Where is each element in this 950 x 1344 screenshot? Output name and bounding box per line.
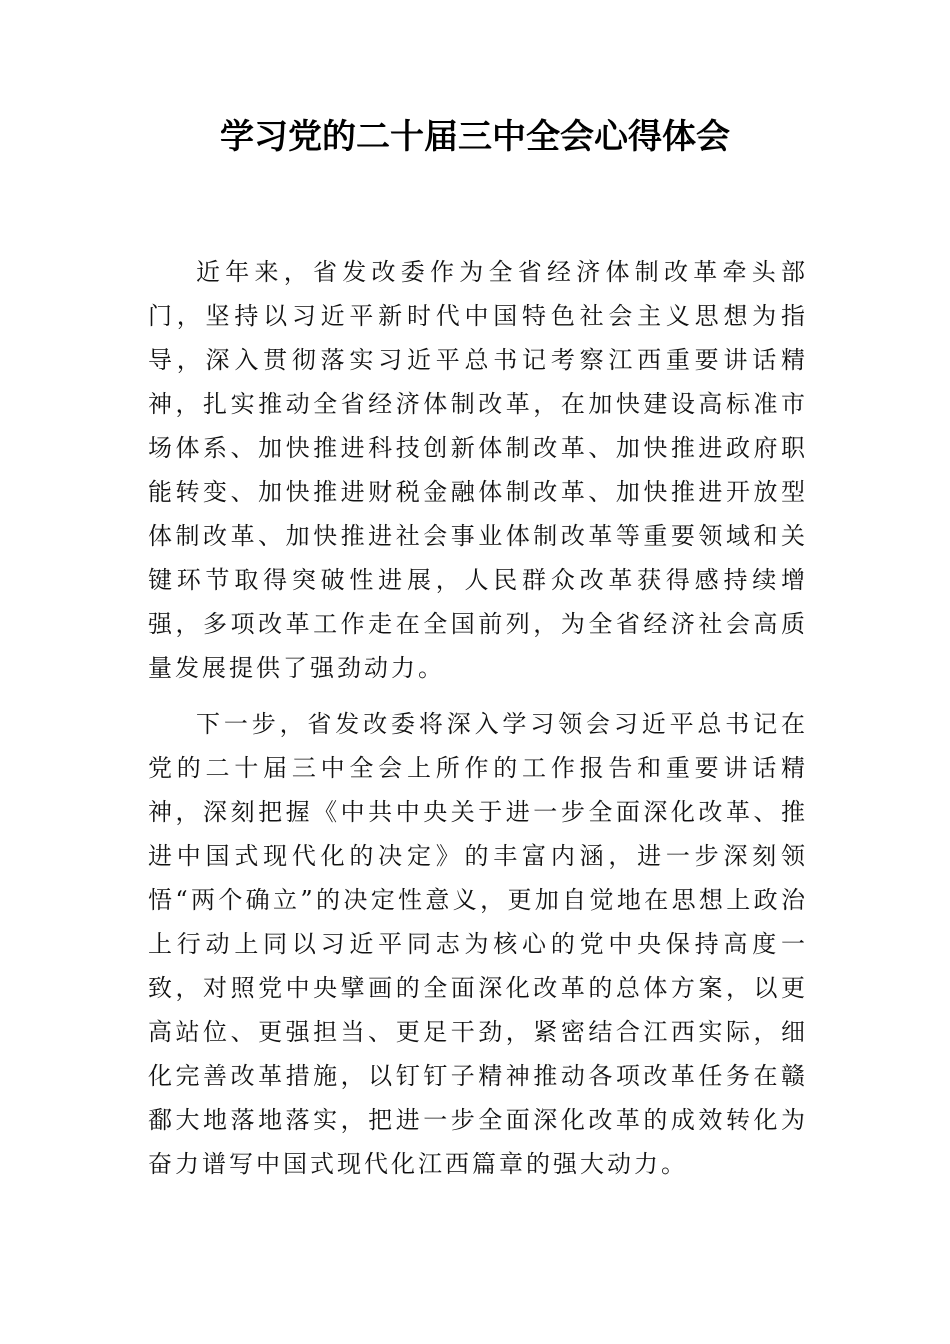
document-body [148, 250, 808, 1198]
document-title: 学习党的二十届三中全会心得体会 [220, 117, 730, 157]
paragraph-2: 下一步，省发改委将深入学习领会习近平总书记在党的二十届三中全会上所作的工作报告和重要讲话精神，深刻把握《中共中央关于进一步全面深化改革、推进中国式现代化的决定》的丰富内涵，进一步深刻领悟“两个确立”的决定性意义，更加自觉地在思想上政治上行动上同以习近平同志为核心的党中央保持高度一致，对照党中央擘画的全面深化改革的总体方案，以更高站位、更强担当、更足干劲，紧密结合江西实际，细化完善改革措施，以钉钉子精神推动各项改革任务在赣鄱大地落地落实，把进一步全面深化改革的成效转化为奋力谱写中国式现代化江西篇章的强大动力。 [148, 710, 808, 1178]
paragraph-1: 近年来，省发改委作为全省经济体制改革牵头部门，坚持以习近平新时代中国特色社会主义思想为指导，深入贯彻落实习近平总书记考察江西重要讲话精神，扎实推动全省经济体制改革，在加快建设高标准市场体系、加快推进科技创新体制改革、加快推进政府职能转变、加快推进财税金融体制改革、加快推进开放型体制改革、加快推进社会事业体制改革等重要领域和关键环节取得突破性进展，人民群众改革获得感持续增强，多项改革工作走在全国前列，为全省经济社会高质量发展提供了强劲动力。 [148, 258, 808, 682]
